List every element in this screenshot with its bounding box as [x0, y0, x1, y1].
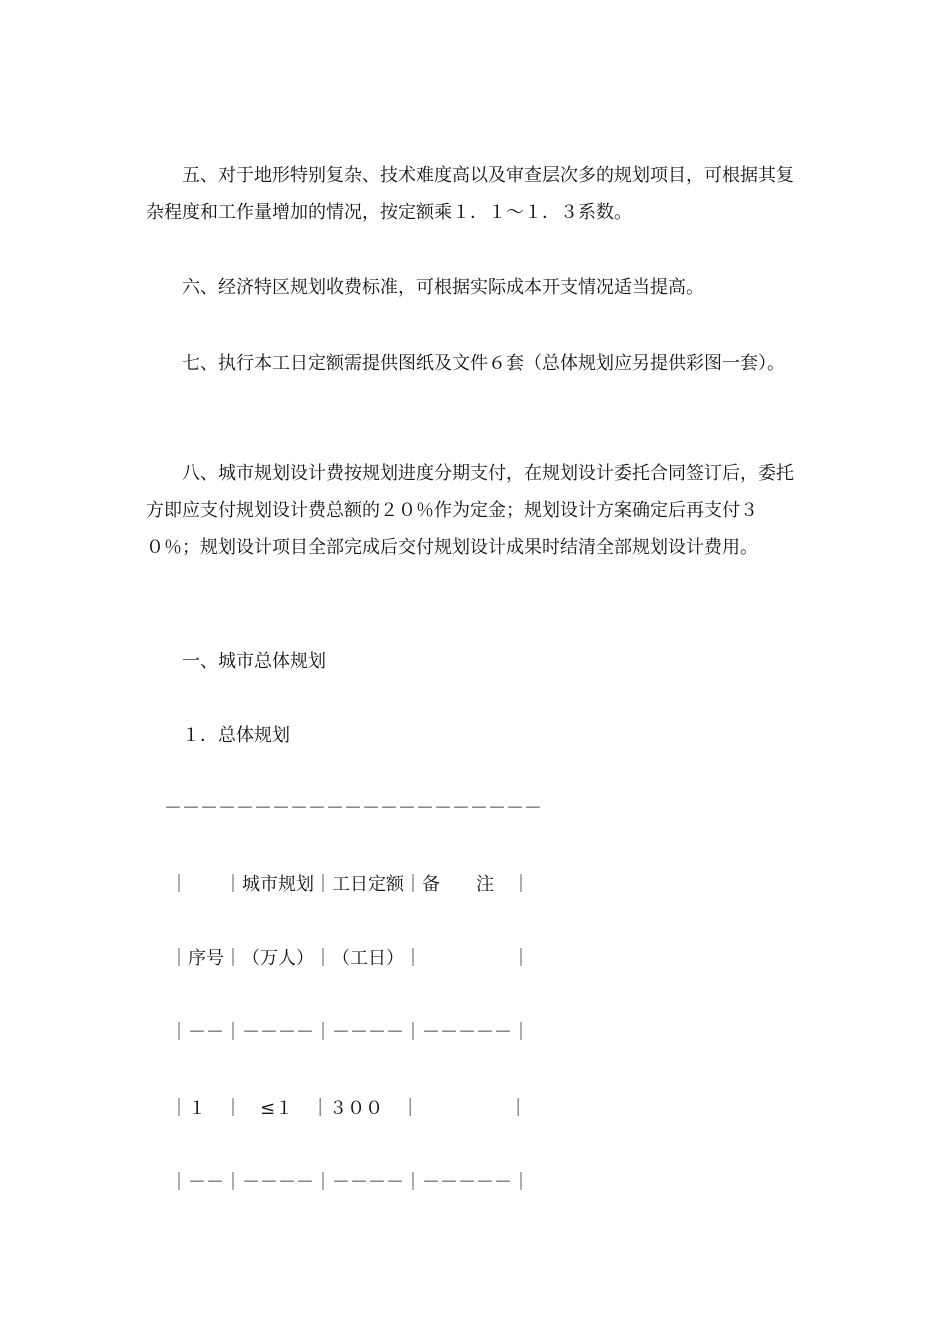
paragraph-six: 六、经济特区规划收费标准，可根据实际成本开支情况适当提高。 [182, 277, 704, 298]
paragraph-eight: 八、城市规划设计费按规划进度分期支付，在规划设计委托合同签订后，委托方即应支付规划设计费总额的２０％作为定金；规划设计方案确定后再支付３０％；规划设计项目全部完成后交付规划设计成果时结清全部规划设计费用。 [146, 463, 794, 558]
table-divider: ｜－－｜－－－－｜－－－－｜－－－－－｜ [170, 1172, 530, 1193]
table-header-row-2: ｜序号｜（万人）｜（工日）｜ ｜ [170, 948, 530, 969]
table-header-row-1: ｜ ｜城市规划｜工日定额｜备 注 ｜ [170, 874, 530, 895]
paragraph-five: 五、对于地形特别复杂、技术难度高以及审查层次多的规划项目，可根据其复杂程度和工作量增加的情况，按定额乘１．１～１．３系数。 [146, 165, 794, 223]
table-top-rule: －－－－－－－－－－－－－－－－－－－－－ [164, 798, 542, 819]
table-divider: ｜－－｜－－－－｜－－－－｜－－－－－｜ [170, 1022, 530, 1043]
table-row: ｜１ ｜ ≤１ ｜３００ ｜ ｜ [170, 1098, 528, 1119]
paragraph-seven: 七、执行本工日定额需提供图纸及文件６套（总体规划应另提供彩图一套）。 [182, 353, 785, 374]
subsection-heading: １．总体规划 [182, 725, 290, 746]
section-heading: 一、城市总体规划 [182, 651, 326, 672]
